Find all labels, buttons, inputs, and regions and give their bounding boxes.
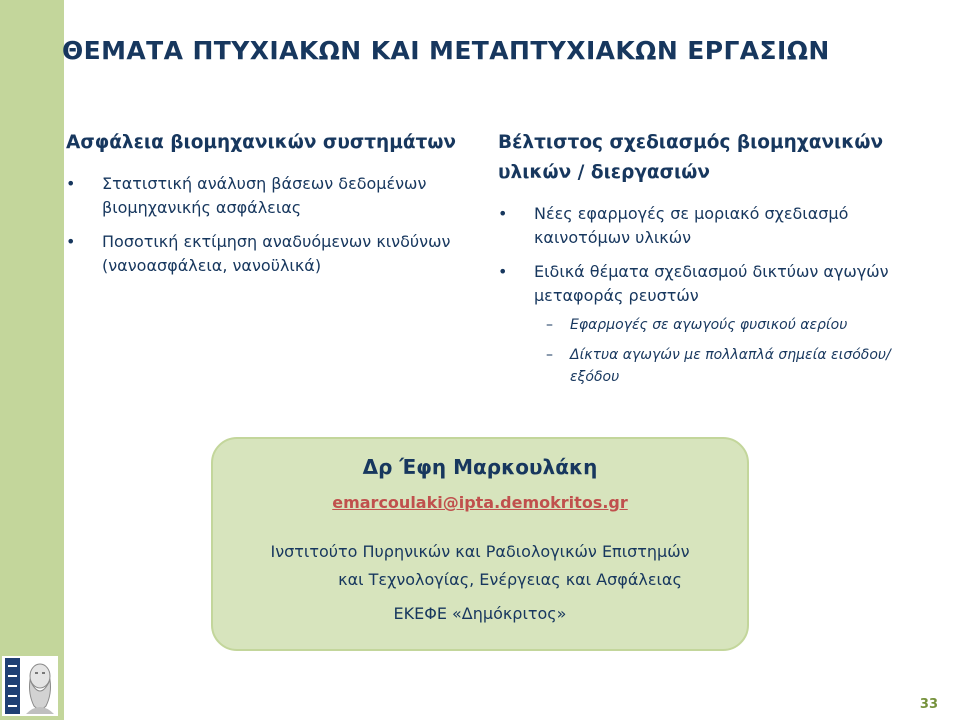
sub-bullet-list <box>534 314 938 388</box>
page-number: 33 <box>919 697 938 712</box>
left-column <box>66 128 481 288</box>
left-bullet-item: • Στατιστική ανάλυση βάσεων δεδομένων βιομηχανικής ασφάλειας <box>66 172 481 220</box>
right-bullet-list <box>498 202 938 388</box>
organization-name: ΕΚΕΦΕ «Δημόκριτος» <box>393 604 567 623</box>
right-column-heading: Βέλτιστος σχεδιασμός βιομηχανικών υλικών / διεργασιών <box>498 132 884 183</box>
contact-name: Δρ Έφη Μαρκουλάκη <box>362 455 598 479</box>
right-column <box>498 128 938 398</box>
institute-name-line1: Ινστιτούτο Πυρηνικών και Ραδιολογικών Επιστημών <box>270 542 690 561</box>
contact-email-link[interactable]: emarcoulaki@ipta.demokritos.gr <box>332 493 628 512</box>
left-sidebar-strip <box>0 0 64 720</box>
left-bullet-item: • Ποσοτική εκτίμηση αναδυόμενων κινδύνων (νανοασφάλεια, νανοϋλικά) <box>66 230 481 278</box>
demokritos-logo-icon <box>2 656 58 716</box>
sub-bullet-item: – Εφαρμογές σε αγωγούς φυσικού αερίου <box>534 314 938 336</box>
right-bullet-text: Ειδικά θέματα σχεδιασμού δικτύων αγωγών μεταφοράς ρευστών <box>534 262 889 305</box>
contact-box <box>211 437 749 651</box>
left-bullet-list <box>66 172 481 278</box>
sub-bullet-item: – Δίκτυα αγωγών με πολλαπλά σημεία εισόδου/εξόδου <box>534 344 938 388</box>
right-bullet-item: • Νέες εφαρμογές σε μοριακό σχεδιασμό καινοτόμων υλικών <box>498 202 938 250</box>
slide-title: ΘΕΜΑΤΑ ΠΤΥΧΙΑΚΩΝ ΚΑΙ ΜΕΤΑΠΤΥΧΙΑΚΩΝ ΕΡΓΑΣΙΩΝ <box>62 36 830 65</box>
left-column-heading: Ασφάλεια βιομηχανικών συστημάτων <box>66 132 457 153</box>
right-bullet-item <box>498 260 938 388</box>
institute-name-line2: και Τεχνολογίας, Ενέργειας και Ασφάλειας <box>338 570 682 589</box>
